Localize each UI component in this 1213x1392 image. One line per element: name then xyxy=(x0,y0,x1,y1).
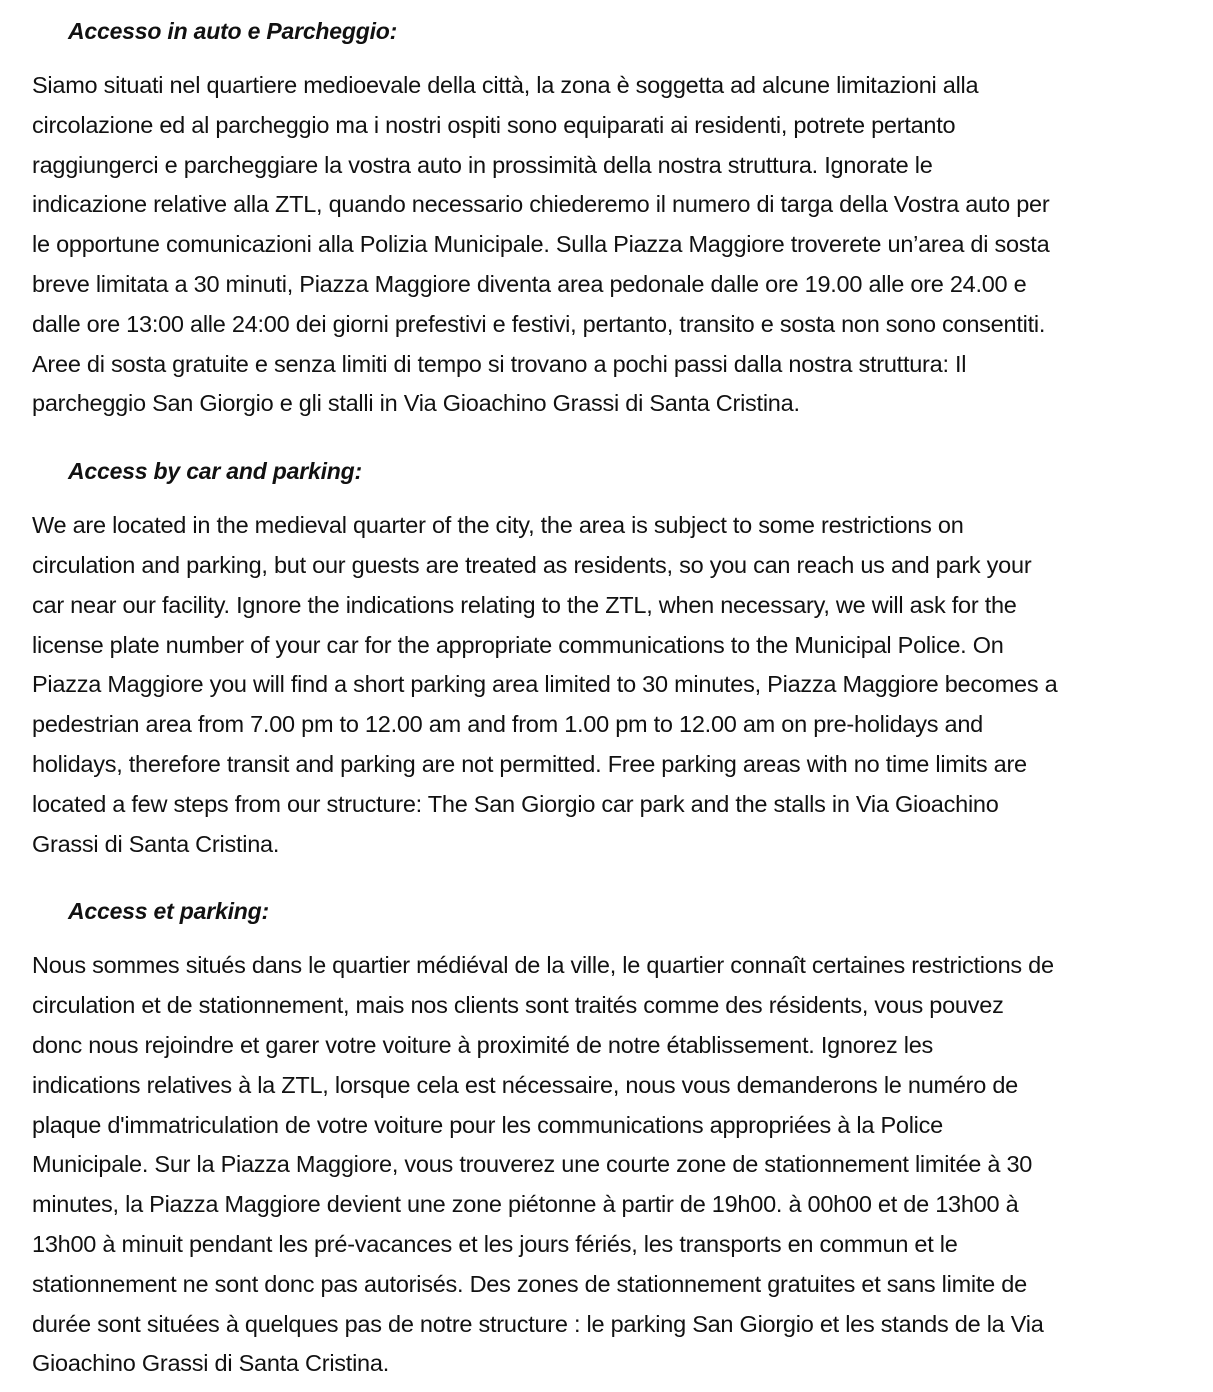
text-line: le opportune comunicazioni alla Polizia Municipale. Sulla Piazza Maggiore troverete un’area di sosta xyxy=(32,231,1050,258)
text-line: Siamo situati nel quartiere medioevale della città, la zona è soggetta ad alcune limitazioni alla xyxy=(32,72,979,98)
text-line: car near our facility. Ignore the indications relating to the ZTL, when necessary, we will ask for the xyxy=(32,591,1017,618)
text-line: Gioachino Grassi di Santa Cristina. xyxy=(32,1350,389,1377)
section-heading-french: Access et parking: xyxy=(68,898,269,925)
text-line: durée sont situées à quelques pas de notre structure : le parking San Giorgio et les stands de la Via xyxy=(32,1310,1044,1337)
text-line: circolazione ed al parcheggio ma i nostri ospiti sono equiparati ai residenti, potrete pertanto xyxy=(32,111,956,138)
section-heading-english: Access by car and parking: xyxy=(68,458,362,485)
section-body-italian xyxy=(32,66,1204,424)
text-line: breve limitata a 30 minuti, Piazza Maggiore diventa area pedonale dalle ore 19.00 alle ore 24.00 e xyxy=(32,270,1027,297)
text-line: raggiungerci e parcheggiare la vostra auto in prossimità della nostra struttura. Ignorate le xyxy=(32,151,933,178)
text-line: Grassi di Santa Cristina. xyxy=(32,830,280,857)
document-page xyxy=(32,0,1204,1384)
section-body-french xyxy=(32,946,1204,1384)
text-line: Municipale. Sur la Piazza Maggiore, vous trouverez une courte zone de stationnement limitée à 30 xyxy=(32,1151,1033,1178)
section-italian xyxy=(32,16,1204,424)
text-line: circulation and parking, but our guests are treated as residents, so you can reach us and park your xyxy=(32,551,1032,578)
text-line: pedestrian area from 7.00 pm to 12.00 am and from 1.00 pm to 12.00 am on pre-holidays and xyxy=(32,711,983,738)
text-line: located a few steps from our structure: The San Giorgio car park and the stalls in Via Gioachino xyxy=(32,790,999,817)
text-line: Nous sommes situés dans le quartier médiéval de la ville, le quartier connaît certaines restrictions de xyxy=(32,952,1054,979)
text-line: We are located in the medieval quarter of the city, the area is subject to some restrictions on xyxy=(32,512,964,539)
text-line: donc nous rejoindre et garer votre voiture à proximité de notre établissement. Ignorez les xyxy=(32,1031,934,1058)
text-line: dalle ore 13:00 alle 24:00 dei giorni prefestivi e festivi, pertanto, transito e sosta non sono consentiti. xyxy=(32,310,1046,337)
section-body-english xyxy=(32,506,1204,864)
text-line: parcheggio San Giorgio e gli stalli in Via Gioachino Grassi di Santa Cristina. xyxy=(32,390,800,417)
text-line: stationnement ne sont donc pas autorisés. Des zones de stationnement gratuites et sans limite de xyxy=(32,1270,1027,1297)
section-heading-italian: Accesso in auto e Parcheggio: xyxy=(68,18,398,44)
text-line: Aree di sosta gratuite e senza limiti di tempo si trovano a pochi passi dalla nostra struttura: Il xyxy=(32,350,967,377)
text-line: circulation et de stationnement, mais nos clients sont traités comme des résidents, vous pouvez xyxy=(32,992,1004,1019)
text-line: plaque d'immatriculation de votre voiture pour les communications appropriées à la Police xyxy=(32,1111,943,1138)
text-line: minutes, la Piazza Maggiore devient une zone piétonne à partir de 19h00. à 00h00 et de 13h00 à xyxy=(32,1191,1019,1218)
section-french xyxy=(32,896,1204,1384)
text-line: holidays, therefore transit and parking are not permitted. Free parking areas with no time limits are xyxy=(32,750,1027,777)
text-line: indicazione relative alla ZTL, quando necessario chiederemo il numero di targa della Vostra auto per xyxy=(32,191,1050,218)
section-english xyxy=(32,456,1204,864)
text-line: 13h00 à minuit pendant les pré-vacances et les jours fériés, les transports en commun et le xyxy=(32,1230,958,1257)
text-line: Piazza Maggiore you will find a short parking area limited to 30 minutes, Piazza Maggiore becomes a xyxy=(32,671,1058,698)
text-line: indications relatives à la ZTL, lorsque cela est nécessaire, nous vous demanderons le numéro de xyxy=(32,1071,1018,1098)
text-line: license plate number of your car for the appropriate communications to the Municipal Police. On xyxy=(32,631,1004,658)
